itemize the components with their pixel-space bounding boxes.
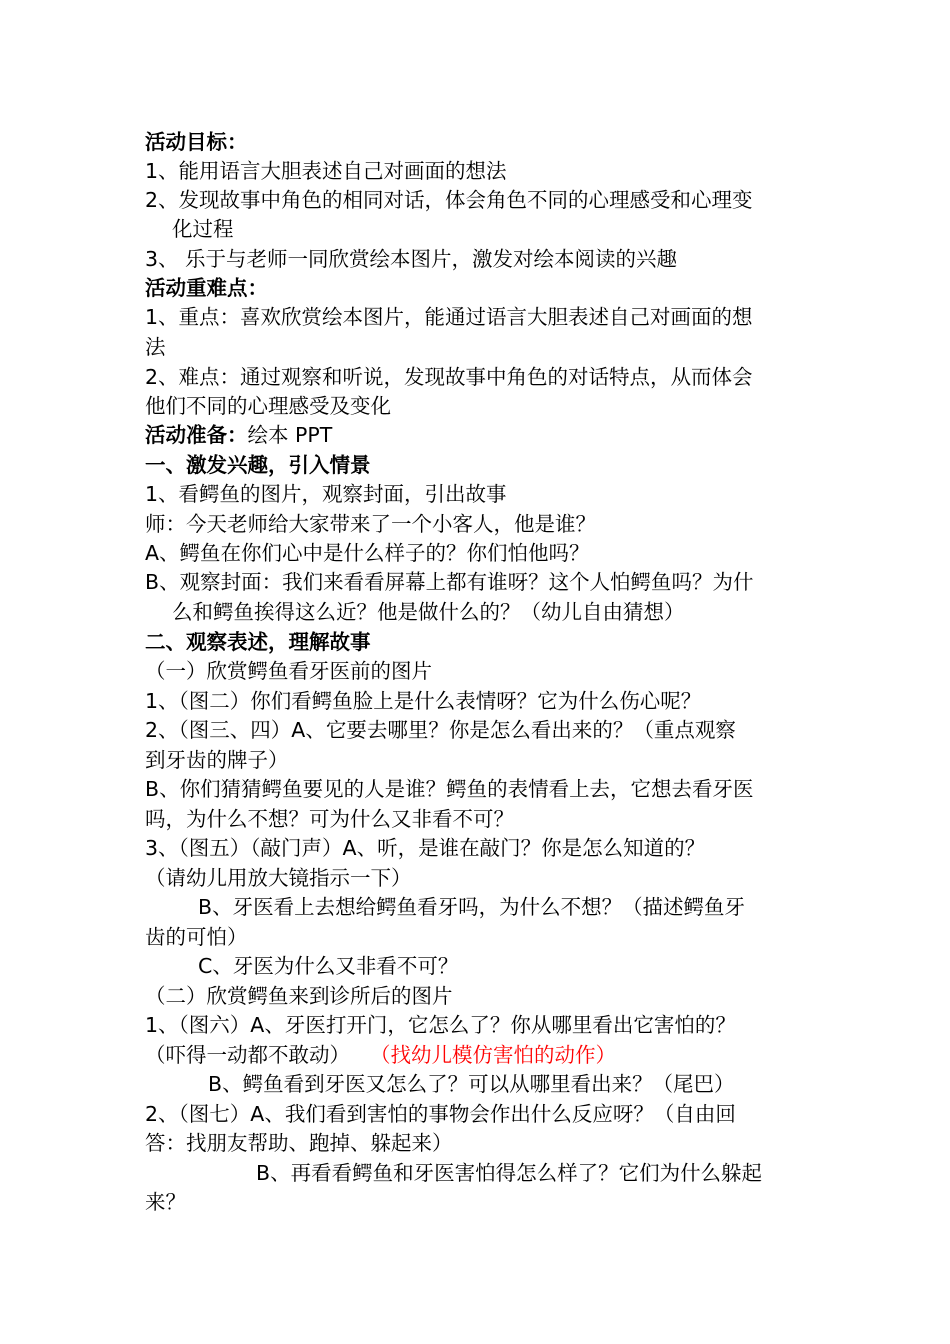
text-line: 2、（图三、四）A、它要去哪里？你是怎么看出来的？（重点观察 — [145, 718, 736, 742]
text-line: 法 — [145, 335, 166, 359]
heading-section-one: 一、激发兴趣，引入情景 — [145, 453, 371, 477]
subheading-part-one: （一）欣赏鳄鱼看牙医前的图片 — [145, 659, 432, 683]
text-line: 1、看鳄鱼的图片，观察封面，引出故事 — [145, 482, 507, 506]
highlighted-note: （找幼儿模仿害怕的动作） — [370, 1043, 616, 1067]
text-line: B、牙医看上去想给鳄鱼看牙吗，为什么不想？（描述鳄鱼牙 — [198, 895, 746, 919]
text-line: 2、难点：通过观察和听说，发现故事中角色的对话特点，从而体会 — [145, 365, 753, 389]
text-line: B、鳄鱼看到牙医又怎么了？可以从哪里看出来？（尾巴） — [208, 1072, 735, 1096]
text-line: 么和鳄鱼挨得这么近？他是做什么的？（幼儿自由猜想） — [172, 600, 685, 624]
text-line: 吗，为什么不想？可为什么又非看不可？ — [145, 807, 514, 831]
text-line: C、牙医为什么又非看不可？ — [198, 954, 459, 978]
text-line: 师：今天老师给大家带来了一个小客人，他是谁？ — [145, 512, 596, 536]
text-line: （请幼儿用放大镜指示一下） — [145, 866, 412, 890]
text-line: A、鳄鱼在你们心中是什么样子的？你们怕他吗？ — [145, 541, 590, 565]
text-line: 2、（图七）A、我们看到害怕的事物会作出什么反应呀？（自由回 — [145, 1102, 736, 1126]
text-line: 答：找朋友帮助、跑掉、躲起来） — [145, 1131, 453, 1155]
heading-key-points: 活动重难点： — [145, 276, 268, 300]
text-line: 3、 乐于与老师一同欣赏绘本图片，激发对绘本阅读的兴趣 — [145, 247, 678, 271]
heading-preparation: 活动准备： — [145, 423, 248, 447]
text-line: B、你们猜猜鳄鱼要见的人是谁？鳄鱼的表情看上去，它想去看牙医 — [145, 777, 754, 801]
text-line: 2、发现故事中角色的相同对话，体会角色不同的心理感受和心理变 — [145, 188, 753, 212]
text-line: 1、能用语言大胆表述自己对画面的想法 — [145, 159, 507, 183]
text-line: 化过程 — [172, 217, 234, 241]
preparation-value: 绘本 PPT — [247, 423, 333, 447]
text-line: 来？ — [145, 1190, 186, 1214]
heading-section-two: 二、观察表述，理解故事 — [145, 630, 371, 654]
text-line: 齿的可怕） — [145, 925, 248, 949]
text-line: 1、（图六）A、牙医打开门，它怎么了？你从哪里看出它害怕的？ — [145, 1013, 736, 1037]
text-line: （吓得一动都不敢动） — [145, 1043, 350, 1067]
heading-activity-goals: 活动目标： — [145, 130, 248, 154]
text-line: B、观察封面：我们来看看屏幕上都有谁呀？这个人怕鳄鱼吗？为什 — [145, 570, 754, 594]
text-line: 1、重点：喜欢欣赏绘本图片，能通过语言大胆表述自己对画面的想 — [145, 305, 753, 329]
text-line: 他们不同的心理感受及变化 — [145, 394, 391, 418]
text-line: 到牙齿的牌子） — [145, 748, 289, 772]
text-line: 1、（图二）你们看鳄鱼脸上是什么表情呀？它为什么伤心呢？ — [145, 689, 702, 713]
text-line: B、再看看鳄鱼和牙医害怕得怎么样了？它们为什么躲起 — [256, 1161, 763, 1185]
text-line-preparation — [145, 420, 332, 450]
text-line: 3、（图五）（敲门声）A、听，是谁在敲门？你是怎么知道的？ — [145, 836, 706, 860]
subheading-part-two: （二）欣赏鳄鱼来到诊所后的图片 — [145, 984, 453, 1008]
